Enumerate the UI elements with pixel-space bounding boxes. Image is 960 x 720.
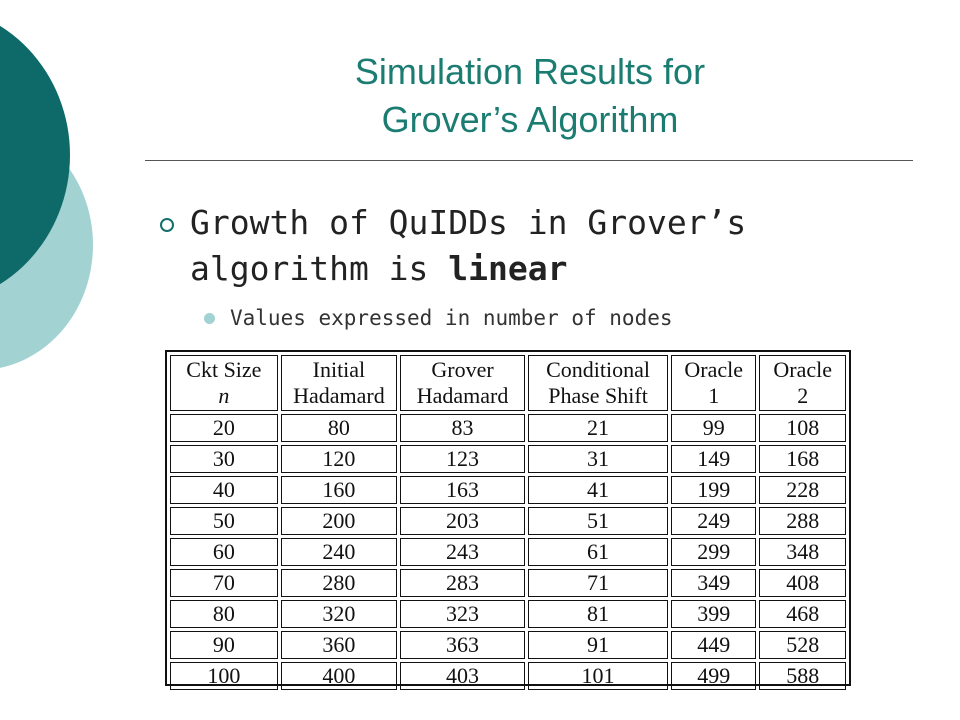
table-cell: 163 (400, 476, 525, 504)
table-row (170, 569, 846, 597)
table-cell: 71 (528, 569, 668, 597)
table-cell: 40 (170, 476, 278, 504)
table-cell: 91 (528, 631, 668, 659)
header-initial-hadamard: Initial Hadamard (281, 355, 397, 411)
main-bullet-line1: Growth of QuIDDs in Grover’s (190, 203, 747, 242)
table-cell: 449 (671, 631, 756, 659)
table-cell: 400 (281, 662, 397, 690)
table-cell: 168 (759, 445, 846, 473)
table-cell: 149 (671, 445, 756, 473)
table-cell: 31 (528, 445, 668, 473)
table-cell: 99 (671, 414, 756, 442)
table-cell: 288 (759, 507, 846, 535)
table-cell: 360 (281, 631, 397, 659)
table-cell: 243 (400, 538, 525, 566)
table-cell: 50 (170, 507, 278, 535)
table-cell: 30 (170, 445, 278, 473)
filled-dot-bullet-icon (204, 313, 215, 324)
table-cell: 80 (170, 600, 278, 628)
header-ckt-size: Ckt Size n (170, 355, 278, 411)
table-cell: 249 (671, 507, 756, 535)
table-cell: 61 (528, 538, 668, 566)
table-cell: 51 (528, 507, 668, 535)
table-cell: 70 (170, 569, 278, 597)
table-row (170, 631, 846, 659)
table-cell: 499 (671, 662, 756, 690)
table-cell: 323 (400, 600, 525, 628)
table-cell: 60 (170, 538, 278, 566)
table-cell: 20 (170, 414, 278, 442)
table-cell: 320 (281, 600, 397, 628)
table-cell: 588 (759, 662, 846, 690)
header-oracle-2: Oracle 2 (759, 355, 846, 411)
main-bullet-emphasis: linear (448, 249, 568, 288)
table-cell: 41 (528, 476, 668, 504)
results-table (167, 352, 849, 693)
table-row (170, 538, 846, 566)
table-cell: 160 (281, 476, 397, 504)
main-bullet-line2-prefix: algorithm is (190, 249, 449, 288)
table-cell: 120 (281, 445, 397, 473)
slide-title-line1: Simulation Results for (354, 51, 706, 92)
table-row (170, 414, 846, 442)
table-cell: 90 (170, 631, 278, 659)
table-cell: 100 (170, 662, 278, 690)
table-cell: 299 (671, 538, 756, 566)
table-cell: 108 (759, 414, 846, 442)
table-cell: 348 (759, 538, 846, 566)
table-row (170, 445, 846, 473)
table-cell: 123 (400, 445, 525, 473)
table-cell: 83 (400, 414, 525, 442)
table-cell: 280 (281, 569, 397, 597)
slide-title-line2: Grover’s Algorithm (381, 99, 679, 140)
table-cell: 200 (281, 507, 397, 535)
title-divider (145, 160, 913, 161)
table-cell: 21 (528, 414, 668, 442)
main-bullet-text (190, 200, 910, 292)
table-cell: 399 (671, 600, 756, 628)
table-cell: 403 (400, 662, 525, 690)
results-table-frame (165, 350, 851, 686)
table-cell: 80 (281, 414, 397, 442)
table-cell: 81 (528, 600, 668, 628)
table-cell: 240 (281, 538, 397, 566)
table-cell: 468 (759, 600, 846, 628)
table-row (170, 476, 846, 504)
table-row (170, 507, 846, 535)
header-conditional-phase-shift: Conditional Phase Shift (528, 355, 668, 411)
header-oracle-1: Oracle 1 (671, 355, 756, 411)
table-row (170, 600, 846, 628)
table-cell: 528 (759, 631, 846, 659)
table-cell: 199 (671, 476, 756, 504)
table-header-row (170, 355, 846, 411)
table-cell: 408 (759, 569, 846, 597)
hollow-circle-bullet-icon (160, 218, 174, 232)
table-cell: 349 (671, 569, 756, 597)
table-cell: 203 (400, 507, 525, 535)
header-grover-hadamard: Grover Hadamard (400, 355, 525, 411)
sub-bullet-text: Values expressed in number of nodes (230, 306, 673, 330)
table-cell: 283 (400, 569, 525, 597)
table-cell: 101 (528, 662, 668, 690)
slide-title (145, 48, 915, 144)
table-cell: 228 (759, 476, 846, 504)
table-cell: 363 (400, 631, 525, 659)
table-row (170, 662, 846, 690)
